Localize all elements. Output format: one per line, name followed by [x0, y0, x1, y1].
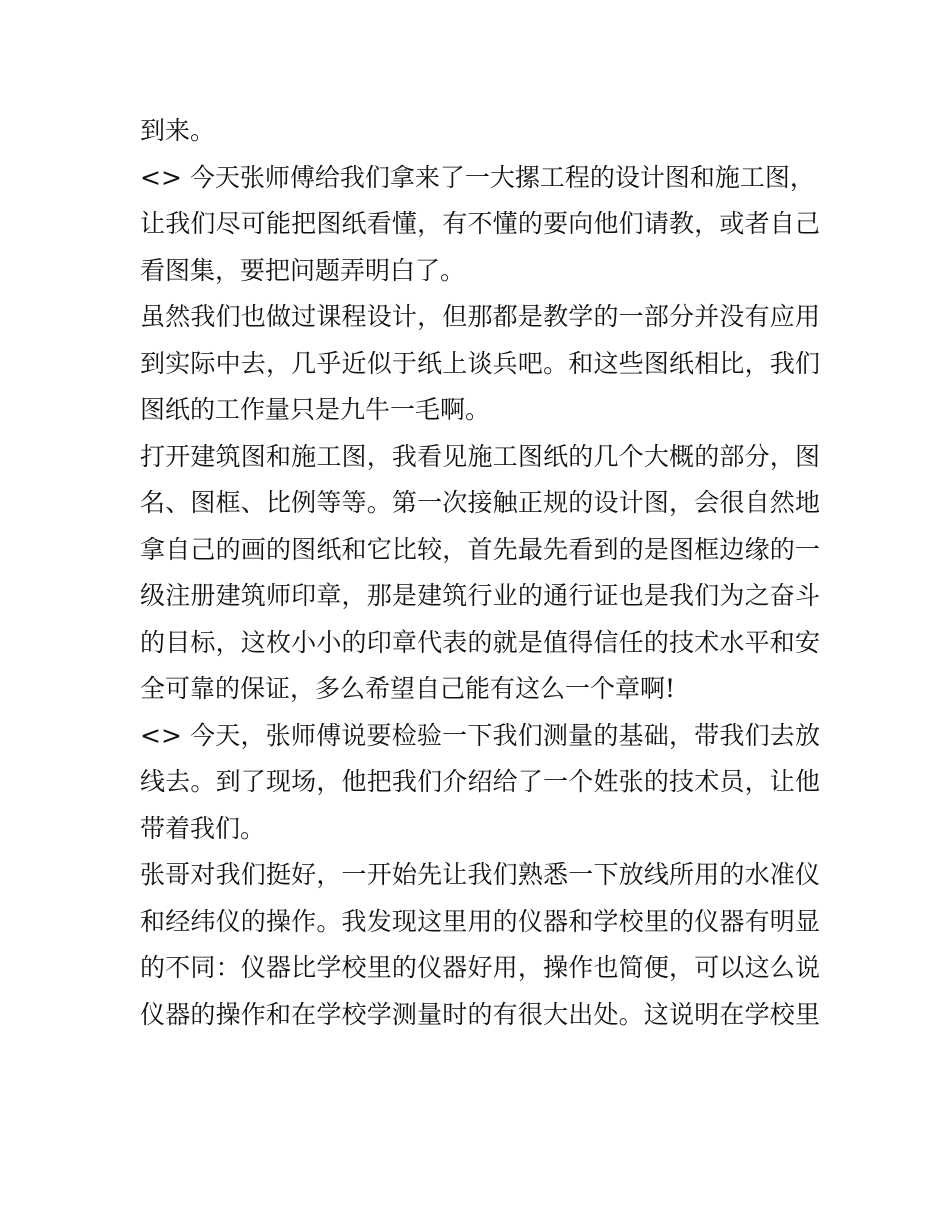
text-line: 的目标，这枚小小的印章代表的就是值得信任的技术水平和安 [140, 627, 820, 657]
text-line: 带着我们。 [140, 813, 266, 843]
document-body [140, 108, 820, 1038]
text-line: 和经纬仪的操作。我发现这里用的仪器和学校里的仪器有明显 [140, 906, 820, 936]
text-line: 图纸的工作量只是九牛一毛啊。 [140, 395, 491, 424]
text-line: <> 今天张师傅给我们拿来了一大摞工程的设计图和施工图， [140, 162, 815, 192]
text-line: 到来。 [140, 116, 216, 145]
text-line: 的不同：仪器比学校里的仪器好用，操作也简便，可以这么说 [140, 953, 820, 982]
text-line: 虽然我们也做过课程设计，但那都是教学的一部分并没有应用 [140, 302, 820, 331]
text-line: 级注册建筑师印章，那是建筑行业的通行证也是我们为之奋斗 [140, 581, 820, 610]
text-line: 拿自己的画的图纸和它比较，首先最先看到的是图框边缘的一 [140, 534, 820, 564]
text-line: 看图集，要把问题弄明白了。 [140, 255, 466, 285]
text-line: 线去。到了现场，他把我们介绍给了一个姓张的技术员，让他 [140, 767, 820, 796]
text-line: 到实际中去，几乎近似于纸上谈兵吧。和这些图纸相比，我们 [140, 348, 820, 378]
text-line: 让我们尽可能把图纸看懂，有不懂的要向他们请教，或者自己 [140, 209, 820, 238]
text-line: 名、图框、比例等等。第一次接触正规的设计图，会很自然地 [140, 488, 820, 517]
text-line: 打开建筑图和施工图，我看见施工图纸的几个大概的部分，图 [140, 441, 820, 471]
text-line: 张哥对我们挺好，一开始先让我们熟悉一下放线所用的水准仪 [140, 860, 820, 889]
text-line: 仪器的操作和在学校学测量时的有很大出处。这说明在学校里 [140, 999, 820, 1029]
text-line: 全可靠的保证，多么希望自己能有这么一个章啊! [140, 674, 676, 703]
text-line: <> 今天，张师傅说要检验一下我们测量的基础，带我们去放 [140, 720, 820, 750]
